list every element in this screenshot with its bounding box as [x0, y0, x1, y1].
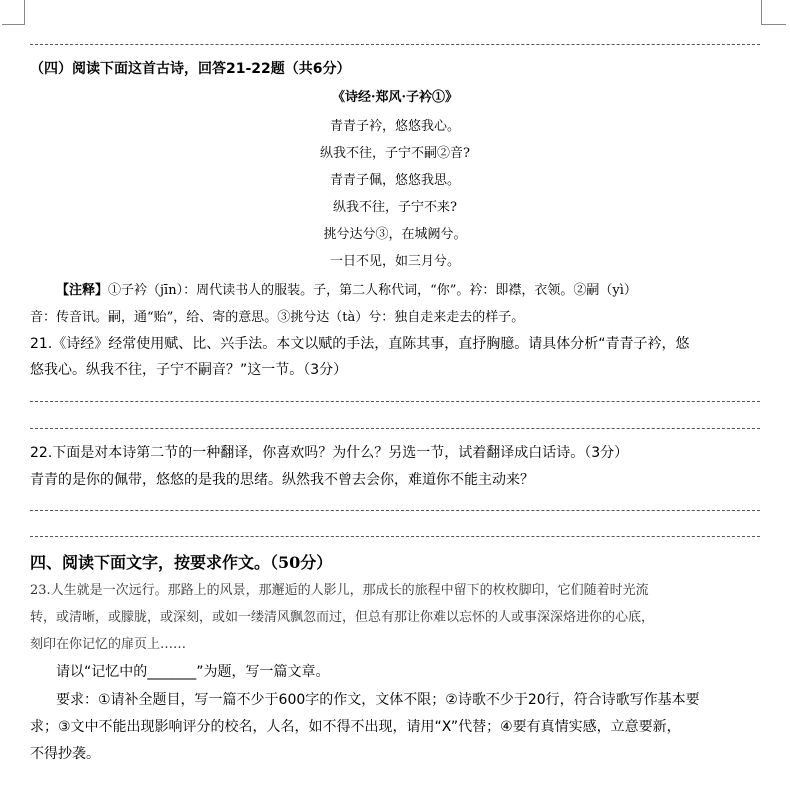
- note-label: 【注释】: [56, 283, 109, 298]
- note-line-2: 音：传音讯。嗣，通“贻”，给、寄的意思。③挑兮达（tà）兮：独自走来走去的样子。: [30, 310, 525, 325]
- answer-line: [30, 401, 760, 402]
- q23-line-1: 23.人生就是一次远行。那路上的风景，那邂逅的人影儿，那成长的旅程中留下的枚枚脚印，它们随着时光流: [30, 583, 649, 598]
- poem-line: 青青子衿，悠悠我心。: [329, 119, 460, 134]
- writing-heading: 四、阅读下面文字，按要求作文。（50分）: [30, 553, 333, 572]
- q21-line-2: 悠我心。纵我不往，子宁不嗣音？”这一节。（3分）: [30, 362, 348, 378]
- poem-line: 纵我不往，子宁不来?: [333, 200, 457, 215]
- page-corner-mark-left: [2, 0, 25, 25]
- answer-line: [30, 428, 760, 429]
- requirements-line-3: 不得抄袭。: [30, 746, 100, 762]
- requirements-line-1: 要求：①请补全题目，写一篇不少于600字的作文，文体不限；②诗歌不少于20行，符合诗歌写作基本要: [56, 692, 700, 708]
- note-text-1: ①子衿（jīn）：周代读书人的服装。子，第二人称代词，“你”。衿：即襟，衣领。②嗣（yì）: [108, 283, 637, 298]
- q22-line-2: 青青的是你的佩带，悠悠的是我的思绪。纵然我不曾去会你，难道你不能主动来？: [30, 472, 534, 488]
- q22-line-1: 22.下面是对本诗第二节的一种翻译，你喜欢吗？为什么？另选一节，试着翻译成白话诗。（3分）: [30, 445, 629, 461]
- requirements-line-2: 求；③文中不能出现影响评分的校名，人名，如不得不出现，请用“X”代替；④要有真情实感，立意要新，: [30, 719, 681, 735]
- q21-line-1: 21.《诗经》经常使用赋、比、兴手法。本文以赋的手法，直陈其事，直抒胸臆。请具体分析“青青子衿，悠: [30, 336, 690, 352]
- section4-heading: （四）阅读下面这首古诗，回答21-22题（共6分）: [30, 61, 351, 77]
- poem-line: 纵我不往，子宁不嗣②音?: [320, 146, 470, 161]
- answer-line: [30, 536, 760, 537]
- answer-line: [30, 510, 760, 511]
- page-corner-mark-right: [761, 0, 786, 25]
- writing-prompt: 请以“记忆中的_______”为题，写一篇文章。: [56, 664, 330, 680]
- poem-line: 挑兮达兮③，在城阙兮。: [323, 227, 467, 242]
- poem-title: 《诗经·郑风·子衿①》: [331, 90, 459, 105]
- q23-line-2: 转，或清晰，或朦胧，或深刻，或如一缕清风飘忽而过，但总有那让你难以忘怀的人或事深深烙进你的心底，: [30, 610, 655, 625]
- poem-line: 一日不见，如三月兮。: [329, 254, 460, 269]
- q23-line-3: 刻印在你记忆的扉页上……: [30, 637, 187, 652]
- poem-line: 青青子佩，悠悠我思。: [329, 173, 460, 188]
- note-line-1: [56, 279, 637, 298]
- separator-line: [30, 44, 760, 45]
